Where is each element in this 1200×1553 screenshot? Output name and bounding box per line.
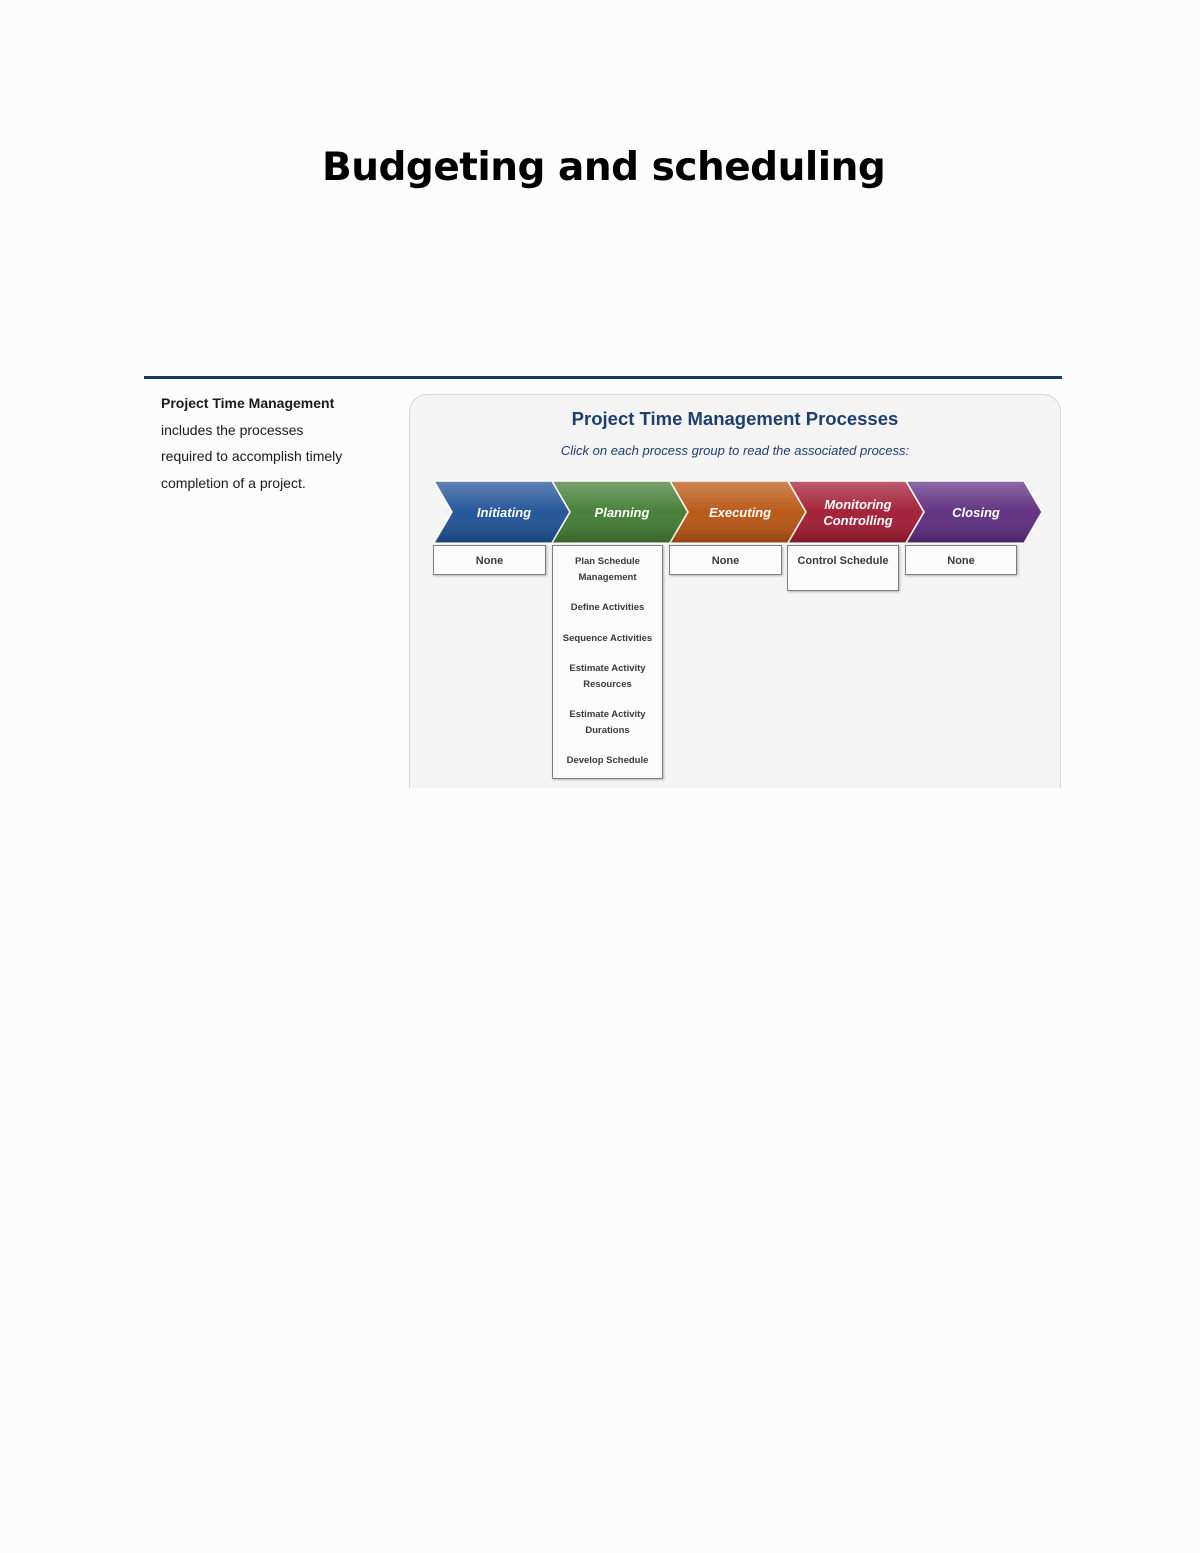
phase-label: Planning xyxy=(594,505,650,520)
phase-monitoring-controlling[interactable] xyxy=(788,481,924,543)
phase-label: Initiating xyxy=(476,505,532,520)
panel-title: Project Time Management Processes xyxy=(571,408,899,429)
intro-lead: Project Time Management xyxy=(161,395,335,411)
process-item[interactable]: Estimate Activity Durations xyxy=(569,709,646,736)
phase-label: Monitoring xyxy=(824,497,892,512)
initiating-processes xyxy=(433,545,546,575)
intro-line: includes the processes xyxy=(161,421,304,438)
phase-label: Controlling xyxy=(823,513,893,528)
monitoring-controlling-processes xyxy=(787,545,899,591)
phase-executing[interactable] xyxy=(670,481,806,543)
phase-planning[interactable] xyxy=(552,481,688,543)
process-item[interactable]: Define Activities xyxy=(570,602,645,613)
process-item: None xyxy=(711,555,740,567)
page-title: Budgeting and scheduling xyxy=(322,145,886,190)
process-item[interactable]: Develop Schedule xyxy=(566,755,649,766)
process-item[interactable]: Control Schedule xyxy=(797,555,889,567)
phase-label: Executing xyxy=(708,505,772,520)
process-group-chevrons xyxy=(430,480,1050,544)
planning-processes xyxy=(552,545,663,779)
executing-processes xyxy=(669,545,782,575)
header-divider xyxy=(144,376,1062,379)
closing-processes xyxy=(905,545,1017,575)
panel-subtitle: Click on each process group to read the associated process: xyxy=(560,443,910,458)
phase-initiating[interactable] xyxy=(434,481,570,543)
phase-label: Closing xyxy=(952,505,1000,520)
intro-line: required to accomplish timely xyxy=(161,448,343,464)
process-item[interactable]: Plan Schedule Management xyxy=(575,556,640,583)
phase-closing[interactable] xyxy=(906,481,1042,543)
process-item[interactable]: Estimate Activity Resources xyxy=(569,663,646,690)
intro-line: completion of a project. xyxy=(161,474,306,491)
chevron-gloss xyxy=(788,481,924,543)
process-item: None xyxy=(947,555,975,567)
process-item[interactable]: Sequence Activities xyxy=(562,632,653,644)
process-item: None xyxy=(475,555,504,567)
